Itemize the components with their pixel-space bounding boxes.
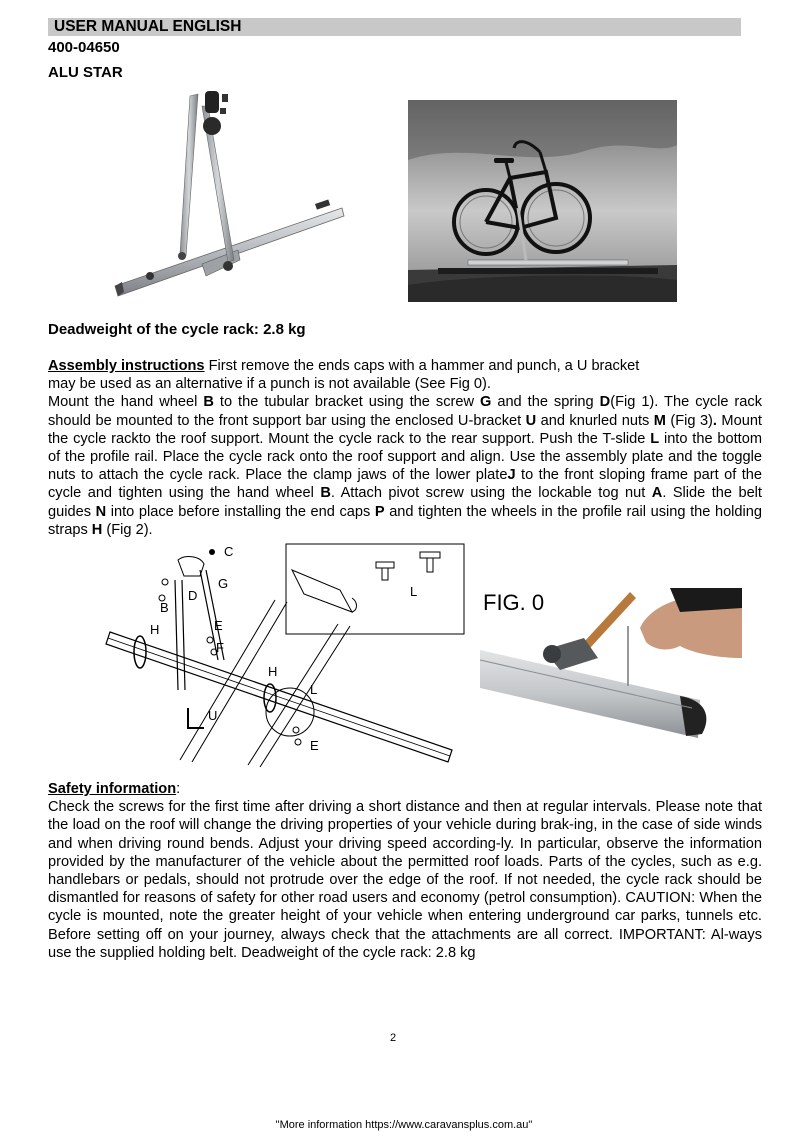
assembly-text: and the spring xyxy=(491,394,600,411)
assembly-text: (Fig 3) xyxy=(665,412,713,429)
part-key: M xyxy=(653,412,666,429)
diagram-label-c: C xyxy=(224,544,234,559)
assembly-text: into place before installing the end caps xyxy=(106,503,375,520)
deadweight-heading: Deadweight of the cycle rack: 2.8 kg xyxy=(48,321,306,338)
assembly-line-1 xyxy=(48,357,762,375)
diagram-label-l-inset: L xyxy=(410,584,418,599)
part-key: A xyxy=(651,485,663,502)
part-key: B xyxy=(320,485,331,502)
diagram-label-h: H xyxy=(150,622,160,637)
part-key: U xyxy=(525,412,537,429)
safety-section xyxy=(48,780,762,962)
safety-colon: : xyxy=(176,781,181,797)
assembly-heading: Assembly instructions xyxy=(48,358,205,374)
page-number: 2 xyxy=(390,1032,397,1044)
assembly-text: and tighten the wheels in the profile rail using the holding straps xyxy=(48,503,763,538)
assembly-text: and knurled nuts xyxy=(536,412,654,429)
part-key: N xyxy=(95,503,107,520)
fig0-photo xyxy=(480,588,742,738)
diagram-label-u: U xyxy=(208,708,218,723)
part-key: L xyxy=(650,430,660,447)
assembly-text: to the tubular bracket using the screw xyxy=(213,394,480,411)
part-key: D xyxy=(599,394,611,411)
assembly-text: . Slide the belt guides xyxy=(48,485,762,520)
part-key: H xyxy=(91,521,103,538)
assembly-text: into the bottom of the profile rail. Place the cycle rack onto the roof support and align. Use the assembly plate and the toggle nuts to attach the cycle rack. Place the clamp jaws of the lower plate xyxy=(48,430,762,484)
assembly-steps xyxy=(48,393,762,539)
assembly-diagram xyxy=(100,540,472,770)
assembly-text: . Attach pivot screw using the lockable tog nut xyxy=(330,485,652,502)
footer-link-text: "More information https://www.caravansplus.com.au" xyxy=(275,1119,533,1131)
safety-text: Check the screws for the first time after driving a short distance and then at regular intervals. Please note that the load on the roof will change the driving properties of your vehicle during brak-ing, in the case of side winds and when driving round bends. Adjust your driving speed according-ly. In particular, observe the information provided by the manufacturer of the vehicle about the permitted roof loads. Parts of the cycles, such as e.g. handlebars or pedals, should not protrude over the edge of the roof. If not needed, the cycle rack should be dismantled for reasons of safety for other road users and economy (petrol consumption). CAUTION: When the cycle is mounted, note the greater height of your vehicle when entering underground car parks, tunnels etc. Before setting off on your journey, always check that the attachments are all correct. IMPORTANT: Al-ways use the supplied holding belt. Deadweight of the cycle rack: 2.8 kg xyxy=(48,799,762,961)
product-code: 400-04650 xyxy=(48,39,120,56)
diagram-label-l: L xyxy=(310,682,318,697)
product-name: ALU STAR xyxy=(48,64,123,81)
diagram-label-e: E xyxy=(214,618,223,633)
manual-title-bar: USER MANUAL ENGLISH xyxy=(48,18,741,36)
assembly-text: Mount the hand wheel xyxy=(48,394,204,411)
assembly-text: (Fig 2). xyxy=(102,521,153,538)
assembly-line-2: may be used as an alternative if a punch is not available (See Fig 0). xyxy=(48,376,491,393)
part-key: . xyxy=(712,412,717,429)
diagram-label-d: D xyxy=(188,588,198,603)
part-key: G xyxy=(479,394,492,411)
part-key: J xyxy=(507,467,516,484)
assembly-intro-text: First remove the ends caps with a hammer and punch, a U bracket xyxy=(204,358,640,374)
safety-title-line xyxy=(48,780,762,798)
assembly-instructions xyxy=(48,357,762,539)
rack-product-image xyxy=(110,86,350,301)
diagram-label-f: F xyxy=(216,640,224,655)
diagram-label-e2: E xyxy=(310,738,319,753)
assembly-text: to the front sloping frame part of the cycle and tighten using the hand wheel xyxy=(48,467,762,502)
assembly-text: Mount the cycle rackto the roof support. Mount the cycle rack to the rear support. Push the T-slide xyxy=(48,412,762,447)
safety-heading: Safety information xyxy=(48,781,177,797)
assembly-text: (Fig 1). The cycle rack should be mounted to the front support bar using the enclosed U-bracket xyxy=(48,394,762,429)
diagram-label-g: G xyxy=(218,576,229,591)
bike-mounted-photo xyxy=(408,100,677,302)
diagram-label-h2: H xyxy=(268,664,278,679)
diagram-label-b: B xyxy=(160,600,169,615)
part-key: P xyxy=(374,503,385,520)
fig0-label: FIG. 0 xyxy=(483,590,545,615)
part-key: B xyxy=(203,394,214,411)
